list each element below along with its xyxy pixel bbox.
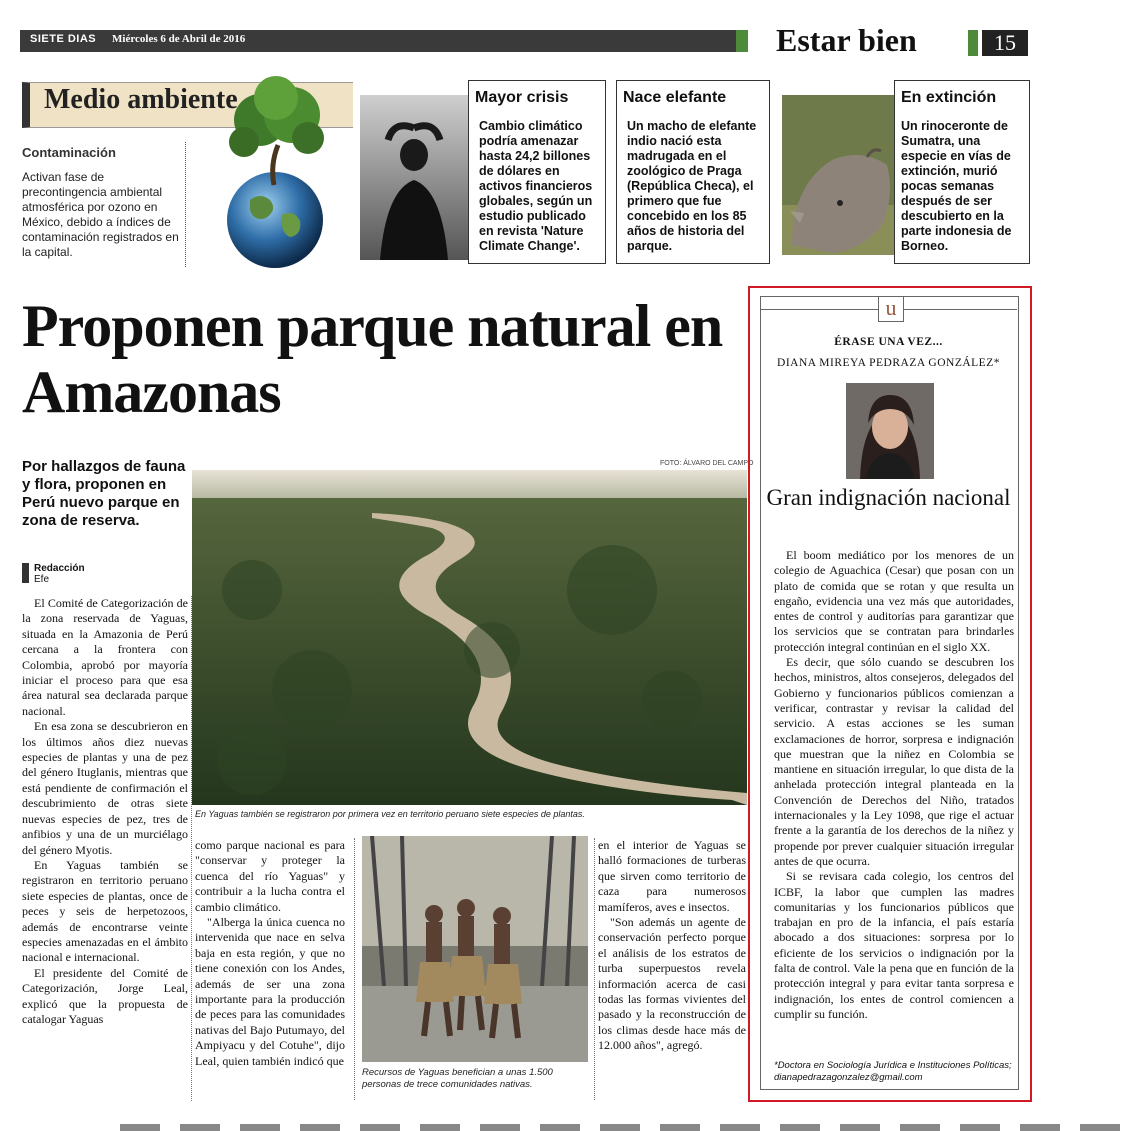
kids-photo-caption: Recursos de Yaguas benefician a unas 1.500 personas de trece comunidades nativas.	[362, 1067, 553, 1090]
author-credentials: *Doctora en Sociología Jurídica e Instituciones Políticas;	[774, 1060, 1012, 1071]
brief-en-extincion	[894, 80, 1030, 264]
earth-tree-illustration	[200, 60, 360, 270]
photo-credit: FOTO: ÁLVARO DEL CAMPO	[660, 460, 754, 467]
credit-agency: Efe	[34, 574, 50, 585]
article-column-2	[195, 838, 345, 1069]
column-rule	[185, 142, 186, 267]
rhino-photo	[782, 95, 894, 255]
paragraph: El Comité de Categorización de la zona reservada de Yaguas, situada en la Amazonia de Perú cercana a la frontera con Colombia, aprobó por mayoría iniciar el proceso para que esa área natural sea declarada parque nacional.	[22, 596, 188, 718]
page-accent	[968, 30, 978, 56]
contaminacion-body: Activan fase de precontingencia ambiental atmosférica por ozono en México, debido a índices de contaminación registrados en la capital.	[22, 170, 179, 259]
column-title: Gran indignación nacional	[766, 485, 1011, 510]
column-rule	[191, 596, 192, 1101]
column-rule	[594, 838, 595, 1100]
brief-nace-elefante	[616, 80, 770, 264]
paragraph: en el interior de Yaguas se halló formaciones de turberas que sirven como territorio de caza para numerosos mamíferos, aves e insectos.	[598, 838, 746, 914]
brief-title: Mayor crisis	[475, 89, 569, 106]
paragraph: "Alberga la única cuenca no intervenida que nace en selva baja en esta región, y que no tiene conexión con los Andes, además de ser una zona importante para la producción de peces para las comunidades nativas del Bajo Putumayo, del Ampiyacu y del Cotuhe", dijo Leal, quien también indicó que	[195, 915, 345, 1068]
paragraph: El presidente del Comité de Categorización, Jorge Leal, explicó que la propuesta de catalogar Yaguas	[22, 965, 188, 1026]
column-footnote	[774, 1060, 1014, 1084]
climate-photo	[360, 95, 468, 260]
paragraph: Es decir, que sólo cuando se descubren los hechos, ministros, altos consejeros, delegados del Gobierno y funcionarios públicos comienzan a verificar, contrastar y revisar la calidad del servicio. A estas acciones se les suman exclamaciones de horror, sorpresa e indignación que muestran que la niñez en Colombia se mantiene en situación irregular, lo que dista de la anhelada protección integral planteada en la Convención de Derechos del Niño, tratados internacionales y la Ley 1098, que rige el actuar frente a la garantía de los derechos de la niñez y propende por prever cualquier situación irregular antes de que ocurra.	[774, 655, 1014, 868]
header-bar	[20, 30, 748, 52]
paragraph: como parque nacional es para "conservar y proteger la cuenca del río Yaguas" y contribuir a la lucha contra el cambio climático.	[195, 838, 345, 914]
next-page-bleed	[120, 1124, 1120, 1131]
paragraph: El boom mediático por los menores de un colegio de Aguachica (Cesar) que posan con un plato de comida que se rotan y que resulta un engaño, evidencia una vez más que autoridades, entes de control y auditorías para garantizar que los servicios que se contratan para brindarles protección integral continúan en el siglo XX.	[774, 548, 1014, 654]
paragraph: En Yaguas también se registraron en territorio peruano siete especies de plantas, once de peces y seis de herpetozoos, además de encontrarse veinte especies amenazadas en el ámbito nacional e internacional.	[22, 857, 188, 965]
column-logo: u	[878, 296, 904, 322]
credit-name: Redacción	[34, 563, 85, 574]
amazon-river-photo	[192, 470, 747, 805]
medio-title: Medio ambiente	[44, 84, 238, 115]
paragraph: En esa zona se descubrieron en los últimos años diez nuevas especies de plantas y una de pez del género Ituglanis, mientras que está pendiente de confirmación el descubrimiento de otras siete nuevas especies de pez, tres de anfibios y una de un murciélago del género Myotis.	[22, 719, 188, 857]
paragraph: Si se revisara cada colegio, los centros del ICBF, la labor que cumplen las madres comunitarias y los funcionarios públicos que trabajan en pro de la infancia, el país estaría abocado a dos situaciones: sorpresa por lo eficiente de los servicios o indignación por la falta de control. Vale la pena que en función de la protección integral y para evitar tanta sorpresa e indignación, los entes de control comiencen a cumplir su función.	[774, 869, 1014, 1021]
column-author: DIANA MIREYA PEDRAZA GONZÁLEZ*	[777, 357, 1000, 369]
column-body	[774, 548, 1014, 1022]
article-column-4	[598, 838, 746, 1054]
author-email: dianapedrazagonzalez@gmail.com	[774, 1072, 923, 1083]
contaminacion-heading: Contaminación	[22, 145, 116, 160]
photo-caption: En Yaguas también se registraron por primera vez en territorio peruano siete especies de plantas.	[195, 809, 585, 819]
header-accent	[736, 30, 748, 52]
article-headline: Proponen parque natural en Amazonas	[22, 293, 723, 425]
article-column-1	[22, 596, 188, 1027]
indigenous-children-photo	[362, 836, 588, 1062]
brief-mayor-crisis	[468, 80, 606, 264]
brief-body: Cambio climático podría amenazar hasta 24,2 billones de dólares en activos financieros globales, según un estudio publicado en revista 'Nature Climate Change'.	[479, 119, 593, 253]
author-portrait	[846, 383, 934, 479]
brief-body: Un rinoceronte de Sumatra, una especie en vías de extinción, murió pocas semanas después de ser descubierto en la parte indonesia de Borneo.	[901, 119, 1012, 253]
page-number: 15	[982, 30, 1028, 56]
column-rule	[354, 838, 355, 1100]
brief-title: En extinción	[901, 89, 997, 106]
section-title: Estar bien	[776, 22, 917, 58]
brief-title: Nace elefante	[623, 89, 727, 106]
credit-marker	[22, 563, 29, 583]
paragraph: "Son además un agente de conservación perfecto porque el análisis de los estratos de turba superpuestos revela información acerca de casi todas las formas vivientes del pasado y la reconstrucción de los climas desde hace más de 12.000 años", agregó.	[598, 915, 746, 1053]
paper-name: SIETE DIAS	[30, 33, 97, 45]
article-deck: Por hallazgos de fauna y flora, proponen en Perú nuevo parque en zona de reserva.	[22, 458, 186, 529]
issue-date: Miércoles 6 de Abril de 2016	[112, 33, 246, 45]
column-kicker: ÉRASE UNA VEZ...	[834, 336, 943, 348]
brief-body: Un macho de elefante indio nació esta madrugada en el zoológico de Praga (República Checa), el primero que fue concebido en los 85 años de historia del parque.	[627, 119, 757, 253]
